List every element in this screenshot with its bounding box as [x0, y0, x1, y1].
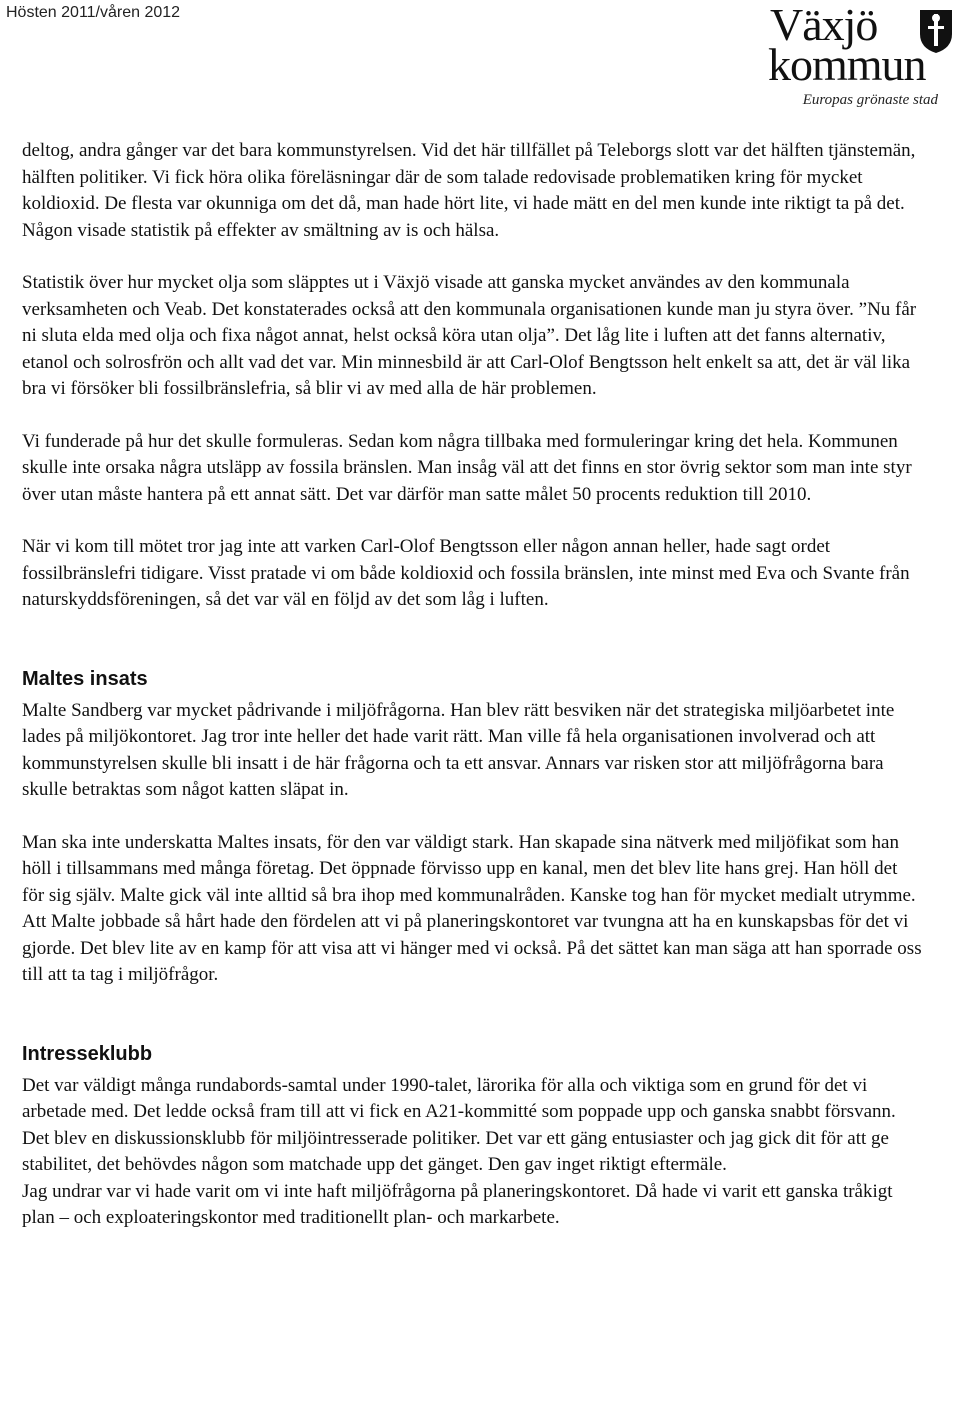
logo-tagline: Europas grönaste stad	[802, 92, 938, 108]
paragraph: Jag undrar var vi hade varit om vi inte haft miljöfrågorna på planeringskontoret. Då hade vi varit ett ganska tråkigt plan – och exploateringskontor med traditionellt plan- och markarbete.	[22, 1180, 893, 1228]
document-body	[22, 138, 922, 1258]
logo-line-vaxjo: Växjö	[770, 0, 878, 50]
paragraph: deltog, andra gånger var det bara kommunstyrelsen. Vid det här tillfället på Teleborgs slott var det hälften tjänstemän, hälften politiker. Vi fick höra olika föreläsningar där de som talade redovisade problematiken kring för mycket koldioxid. De flesta var okunniga om det då, man hade hört lite, vi hade mätt en del men kunde inte riktigt ta på det. Någon visade statistik på effekter av smältning av is och hälsa.	[22, 140, 916, 241]
header-term: Hösten 2011/våren 2012	[6, 4, 181, 21]
section-heading-intresseklubb: Intresseklubb	[22, 1042, 153, 1065]
paragraph: Vi funderade på hur det skulle formuleras. Sedan kom några tillbaka med formuleringar kring det hela. Kommunen skulle inte orsaka några utsläpp av fossila bränslen. Man insåg väl att det finns en stor övrig sektor som man inte styr över utan måste hantera på ett annat sätt. Det var därför man satte målet 50 procents reduktion till 2010.	[22, 430, 912, 505]
logo-line-kommun: kommun	[768, 39, 926, 90]
paragraph: Man ska inte underskatta Maltes insats, för den var väldigt stark. Han skapade sina nätverk med miljöfikat som han höll i tillsammans med många företag. Det öppnade förvisso upp en kanal, men det blev lite hans grej. Han höll det för sig själv. Malte gick väl inte alltid så bra ihop med kommunalråden. Kanske tog han för mycket medialt utrymme. Att Malte jobbade så hårt hade den fördelen att vi på planeringskontoret var tvungna att ha en kunskapsbas för det vi gjorde. Det blev lite av en kamp för att visa att vi hänger med vi också. På det sättet kan man säga att han sporrade oss till att ta tag i miljöfrågor.	[22, 831, 922, 985]
paragraph: Det var väldigt många rundabords-samtal under 1990-talet, lärorika för alla och viktiga som en grund för det vi arbetade med. Det ledde också fram till att vi fick en A21-kommitté som poppade upp och ganska snabbt försvann. Det blev en diskussionsklubb för miljöintresserade politiker. Det var ett gäng entusiaster och jag gick dit för att ge stabilitet, det behövdes någon som matchade upp det gänget. Den gav inget riktigt eftermäle.	[22, 1074, 896, 1175]
paragraph: Malte Sandberg var mycket pådrivande i miljöfrågorna. Han blev rätt besviken när det strategiska miljöarbetet inte lades på miljökontoret. Jag tror inte heller det hade varit rätt. Man ville få hela organisationen involverad och att kommunstyrelsen skulle bli insatt i de här frågorna och ta ett ansvar. Annars var risken stor att miljöfrågorna bara skulle betraktas som något katten släpat in.	[22, 699, 895, 800]
paragraph: Statistik över hur mycket olja som släpptes ut i Växjö visade att ganska mycket användes av den kommunala verksamheten och Veab. Det konstaterades också att den kommunala organisationen kunde man ju styra över. ”Nu får ni sluta elda med olja och fixa något annat, helst också köra utan olja”. Det låg lite i luften att det fanns alternativ, etanol och solrosfrön och allt vad det var. Min minnesbild är att Carl-Olof Bengtsson helt enkelt sa att, det är väl lika bra vi försöker bli fossilbränslefria, så blir vi av med alla de här problemen.	[22, 272, 917, 399]
paragraph: När vi kom till mötet tror jag inte att varken Carl-Olof Bengtsson eller någon annan heller, hade sagt ordet fossilbränslefri tidigare. Visst pratade vi om både koldioxid och fossila bränslen, inte minst med Eva och Svante från naturskyddsföreningen, så det var väl en följd av det som låg i luften.	[22, 536, 910, 610]
vaxjo-kommun-logo	[768, 2, 958, 114]
section-heading-maltes-insats: Maltes insats	[22, 667, 148, 690]
